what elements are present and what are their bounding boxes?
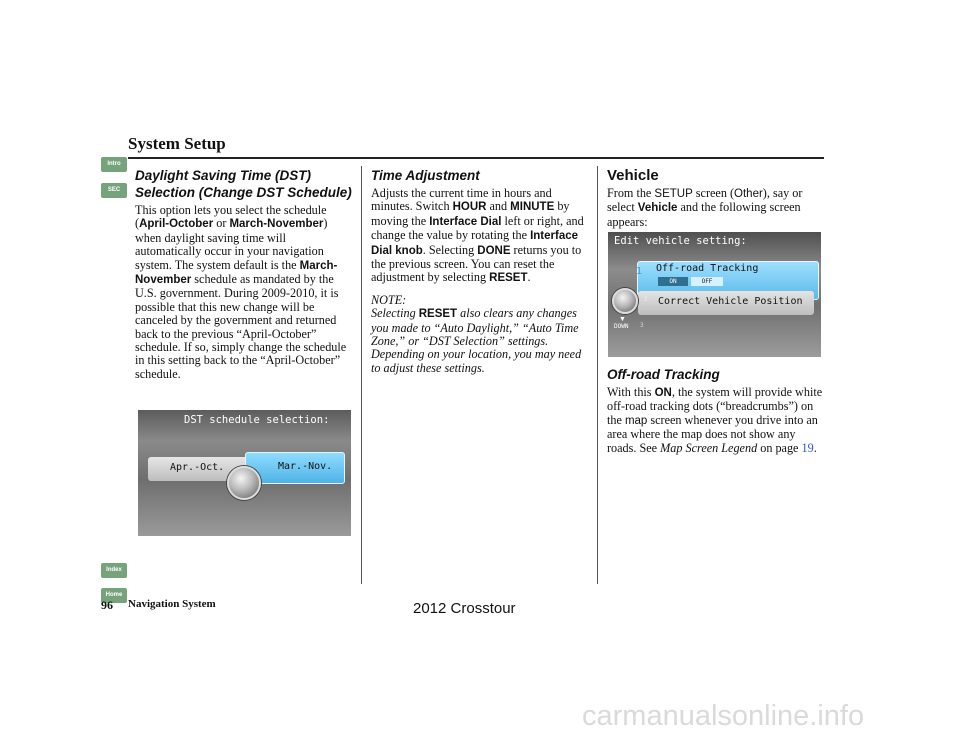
time-adjustment-section <box>371 167 593 382</box>
off-option[interactable]: OFF <box>691 277 723 286</box>
down-label: DOWN <box>614 323 629 330</box>
sec-button[interactable]: SEC <box>101 183 127 198</box>
dst-paragraph: This option lets you select the schedule (April-October or March-November) when daylight saving time will automatically occur in your navigation system. The system default is the March-November schedule as mandated by the U.S. government. During 2009-2010, it is possible that this new change will be canceled by the government and returned back to the previous “April-October” schedule. If so, simply change the schedule in this setting back to the “April-October” schedule. <box>135 203 347 381</box>
offroad-heading: Off-road Tracking <box>607 367 720 382</box>
dst-section <box>135 167 353 388</box>
page-link[interactable]: 19 <box>801 440 814 455</box>
time-adjustment-heading: Time Adjustment <box>371 168 480 183</box>
vehicle-screen-title: Edit vehicle setting: <box>614 235 747 247</box>
page-title: System Setup <box>128 134 226 153</box>
dst-heading: Daylight Saving Time (DST) Selection (Change DST Schedule) <box>135 168 352 200</box>
vehicle-paragraph: From the SETUP screen (Other), say or select Vehicle and the following screen appears: <box>607 186 803 229</box>
down-arrow-icon: ▼ <box>619 315 626 323</box>
time-adjustment-paragraph: Adjusts the current time in hours and minutes. Switch HOUR and MINUTE by moving the Interface Dial left or right, and change the value by rotating the Interface Dial knob. Selecting DONE returns you to the previous screen. You can reset the adjustment by selecting RESET. <box>371 186 584 285</box>
correct-vehicle-position-item[interactable]: Correct Vehicle Position <box>638 291 814 315</box>
item-number-1: 1 <box>636 266 643 277</box>
intro-button[interactable]: Intro <box>101 157 127 172</box>
offroad-tracking-item[interactable]: Off-road Tracking ON OFF <box>637 261 819 300</box>
vehicle-section <box>607 167 825 236</box>
vehicle-screen <box>608 232 821 357</box>
index-button[interactable]: Index <box>101 563 127 578</box>
home-button[interactable]: Home <box>101 588 127 603</box>
column-divider <box>597 166 598 584</box>
offroad-section <box>607 366 825 462</box>
page-number: 96 <box>101 598 113 612</box>
dst-screen-title: DST schedule selection: <box>184 414 330 426</box>
apr-oct-option[interactable]: Apr.-Oct. <box>148 457 258 481</box>
item-number-2: 2 <box>644 296 648 303</box>
on-option[interactable]: ON <box>658 277 688 286</box>
column-divider <box>361 166 362 584</box>
section-footer: Navigation System <box>128 598 216 610</box>
interface-dial-icon <box>227 466 261 500</box>
model-footer: 2012 Crosstour <box>413 600 516 617</box>
interface-dial-icon <box>612 288 638 314</box>
note-paragraph: NOTE: Selecting RESET also clears any changes you made to “Auto Daylight,” “Auto Time Zone,” or “DST Selection” settings. Depending on your location, you may need to adjust these settings. <box>371 292 582 375</box>
watermark: carmanualsonline.info <box>582 700 865 732</box>
title-rule <box>128 157 824 159</box>
item-number-3: 3 <box>640 322 644 329</box>
mar-nov-option[interactable]: Mar.-Nov. <box>245 452 345 484</box>
dst-screen <box>138 410 351 536</box>
offroad-paragraph: With this ON, the system will provide white off-road tracking dots (“breadcrumbs”) on the map screen whenever you drive into an area where the map does not show any roads. See Map Screen Legend on page 19. <box>607 385 823 455</box>
vehicle-heading: Vehicle <box>607 167 659 184</box>
